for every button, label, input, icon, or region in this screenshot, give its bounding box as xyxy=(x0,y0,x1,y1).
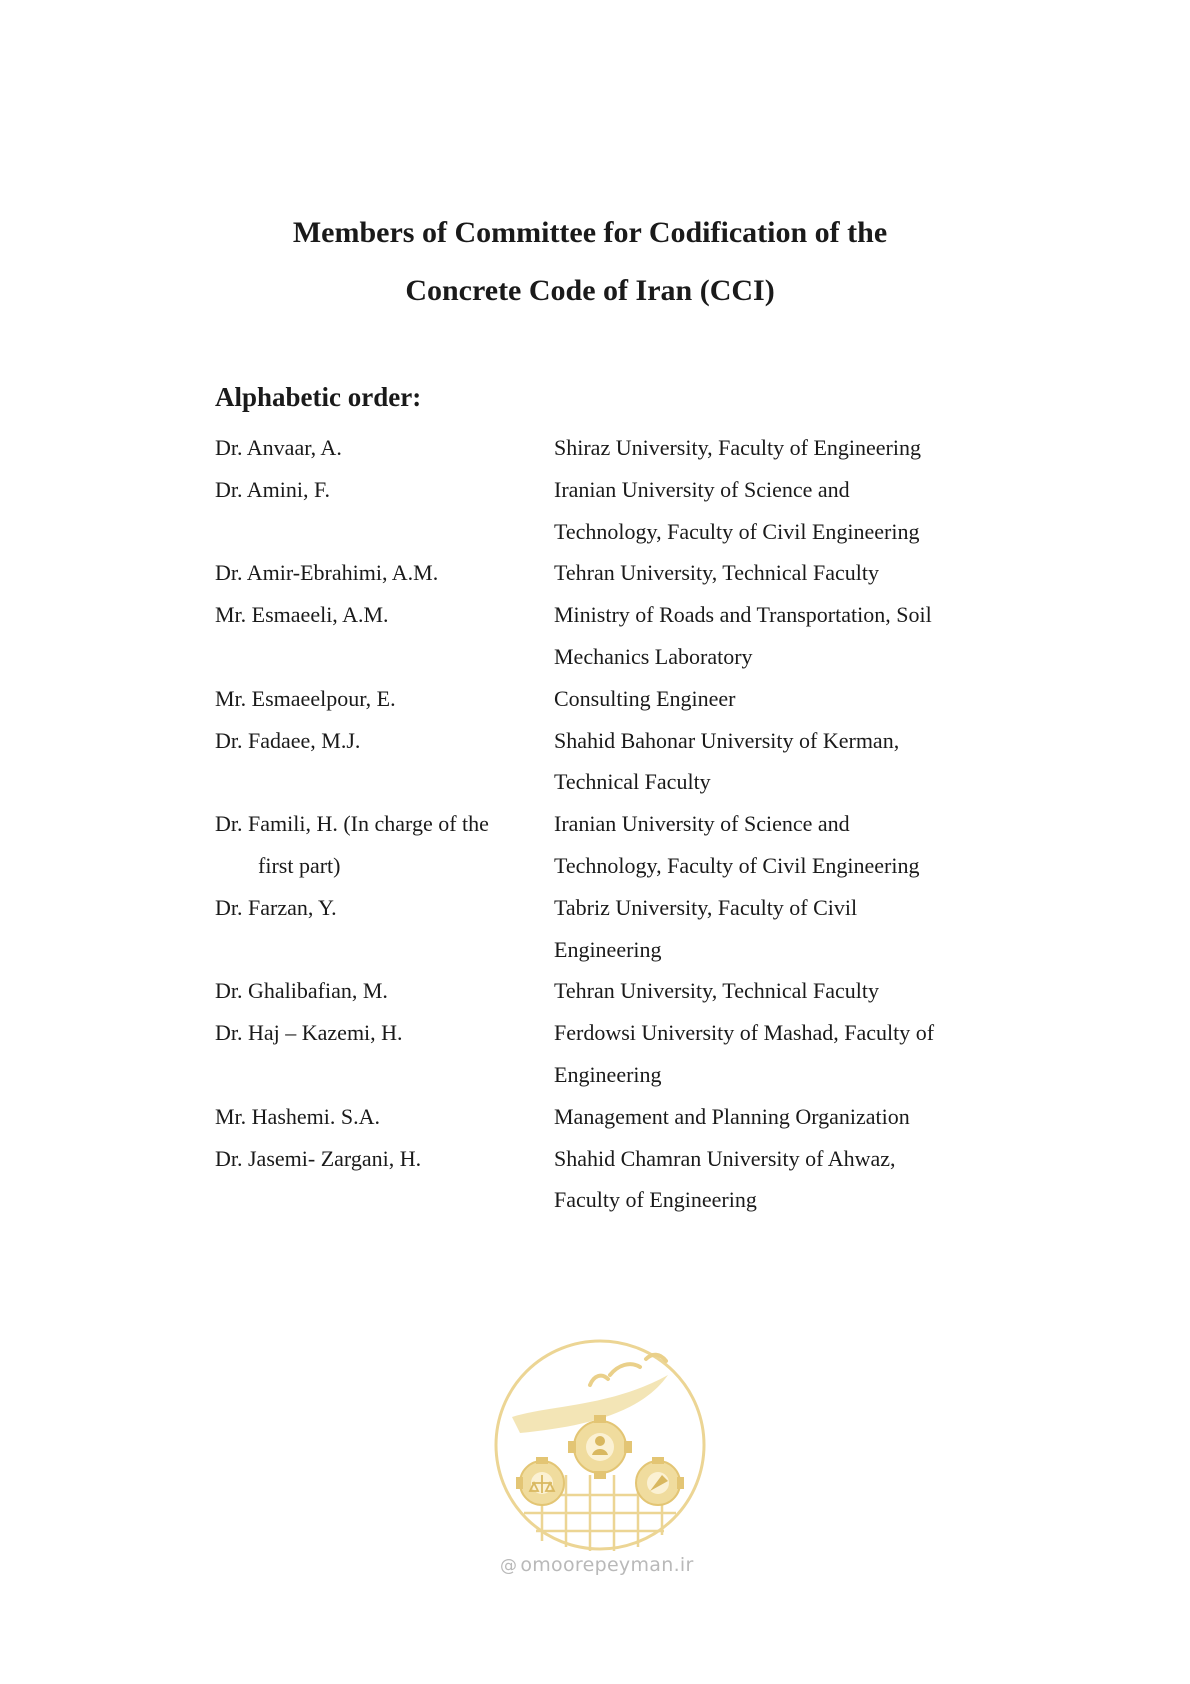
member-row xyxy=(215,1012,1005,1096)
member-affiliation-line: Consulting Engineer xyxy=(554,685,736,711)
member-affiliation-line: Tabriz University, Faculty of Civil xyxy=(554,894,858,920)
member-affiliation-line: Tehran University, Technical Faculty xyxy=(554,978,879,1004)
member-name-line: Mr. Esmaeeli, A.M. xyxy=(215,602,389,628)
member-row xyxy=(215,1096,1005,1138)
members-list xyxy=(215,427,1005,1221)
member-name xyxy=(215,427,554,469)
member-row xyxy=(215,469,1005,553)
member-affiliation xyxy=(554,552,1005,594)
member-name-line: Dr. Fadaee, M.J. xyxy=(215,727,361,753)
member-affiliation-line: Iranian University of Science and xyxy=(554,476,850,502)
member-name-line: Dr. Anvaar, A. xyxy=(215,435,342,460)
member-affiliation xyxy=(554,720,1005,804)
member-affiliation xyxy=(554,1096,1005,1138)
member-affiliation xyxy=(554,427,1005,469)
member-name-line: Mr. Hashemi. S.A. xyxy=(215,1103,380,1129)
member-affiliation-line: Faculty of Engineering xyxy=(554,1187,757,1213)
member-name xyxy=(215,552,554,594)
member-name xyxy=(215,970,554,1012)
member-affiliation xyxy=(554,594,1005,678)
watermark-site xyxy=(500,1554,700,1576)
member-row xyxy=(215,720,1005,804)
member-affiliation xyxy=(554,678,1005,720)
member-affiliation-line: Tehran University, Technical Faculty xyxy=(554,560,879,586)
member-name xyxy=(215,469,554,553)
member-affiliation-line: Mechanics Laboratory xyxy=(554,643,753,669)
member-affiliation xyxy=(554,1138,1005,1222)
member-row xyxy=(215,803,1005,887)
member-name xyxy=(215,594,554,678)
member-row xyxy=(215,887,1005,971)
member-row xyxy=(215,594,1005,678)
omoorepeyman-seal-icon xyxy=(490,1335,710,1555)
member-affiliation xyxy=(554,887,1005,971)
member-name-continuation: first part) xyxy=(258,852,341,878)
member-row xyxy=(215,552,1005,594)
member-affiliation-line: Ferdowsi University of Mashad, Faculty of xyxy=(554,1020,935,1046)
member-name xyxy=(215,1012,554,1096)
member-name xyxy=(215,887,554,971)
page-title-line-2: Concrete Code of Iran (CCI) xyxy=(405,274,775,307)
member-name xyxy=(215,1138,554,1222)
member-row xyxy=(215,970,1005,1012)
member-affiliation-line: Shiraz University, Faculty of Engineering xyxy=(554,435,921,460)
member-affiliation-line: Iranian University of Science and xyxy=(554,811,850,837)
member-affiliation-line: Management and Planning Organization xyxy=(554,1103,910,1129)
member-name-line: Dr. Haj – Kazemi, H. xyxy=(215,1020,403,1046)
member-row xyxy=(215,1138,1005,1222)
member-affiliation xyxy=(554,1012,1005,1096)
member-affiliation-line: Ministry of Roads and Transportation, Soil xyxy=(554,602,932,628)
member-name xyxy=(215,720,554,804)
page-title-line-1: Members of Committee for Codification of the xyxy=(292,216,888,249)
member-name-line: Dr. Amir-Ebrahimi, A.M. xyxy=(215,560,439,586)
member-affiliation-line: Technical Faculty xyxy=(554,769,711,795)
watermark-site-text: omoorepeyman.ir xyxy=(520,1554,694,1576)
member-row xyxy=(215,678,1005,720)
member-name-line: Dr. Farzan, Y. xyxy=(215,894,337,920)
member-name-line: Dr. Ghalibafian, M. xyxy=(215,978,388,1004)
member-affiliation-line: Technology, Faculty of Civil Engineering xyxy=(554,518,920,544)
member-name-line: Dr. Amini, F. xyxy=(215,476,330,502)
member-name-line: Mr. Esmaeelpour, E. xyxy=(215,685,396,711)
member-affiliation-line: Engineering xyxy=(554,936,662,962)
member-row xyxy=(215,427,1005,469)
member-affiliation-line: Shahid Chamran University of Ahwaz, xyxy=(554,1145,896,1171)
at-icon: @ xyxy=(500,1556,518,1576)
member-name xyxy=(215,803,554,887)
member-affiliation-line: Shahid Bahonar University of Kerman, xyxy=(554,727,900,753)
member-name xyxy=(215,678,554,720)
member-affiliation-line: Engineering xyxy=(554,1061,662,1087)
member-name-line: Dr. Jasemi- Zargani, H. xyxy=(215,1145,422,1171)
member-affiliation xyxy=(554,970,1005,1012)
member-name-line: Dr. Famili, H. (In charge of the xyxy=(215,811,489,837)
member-affiliation xyxy=(554,803,1005,887)
section-heading: Alphabetic order: xyxy=(215,382,422,412)
member-affiliation-line: Technology, Faculty of Civil Engineering xyxy=(554,852,920,878)
member-affiliation xyxy=(554,469,1005,553)
member-name xyxy=(215,1096,554,1138)
